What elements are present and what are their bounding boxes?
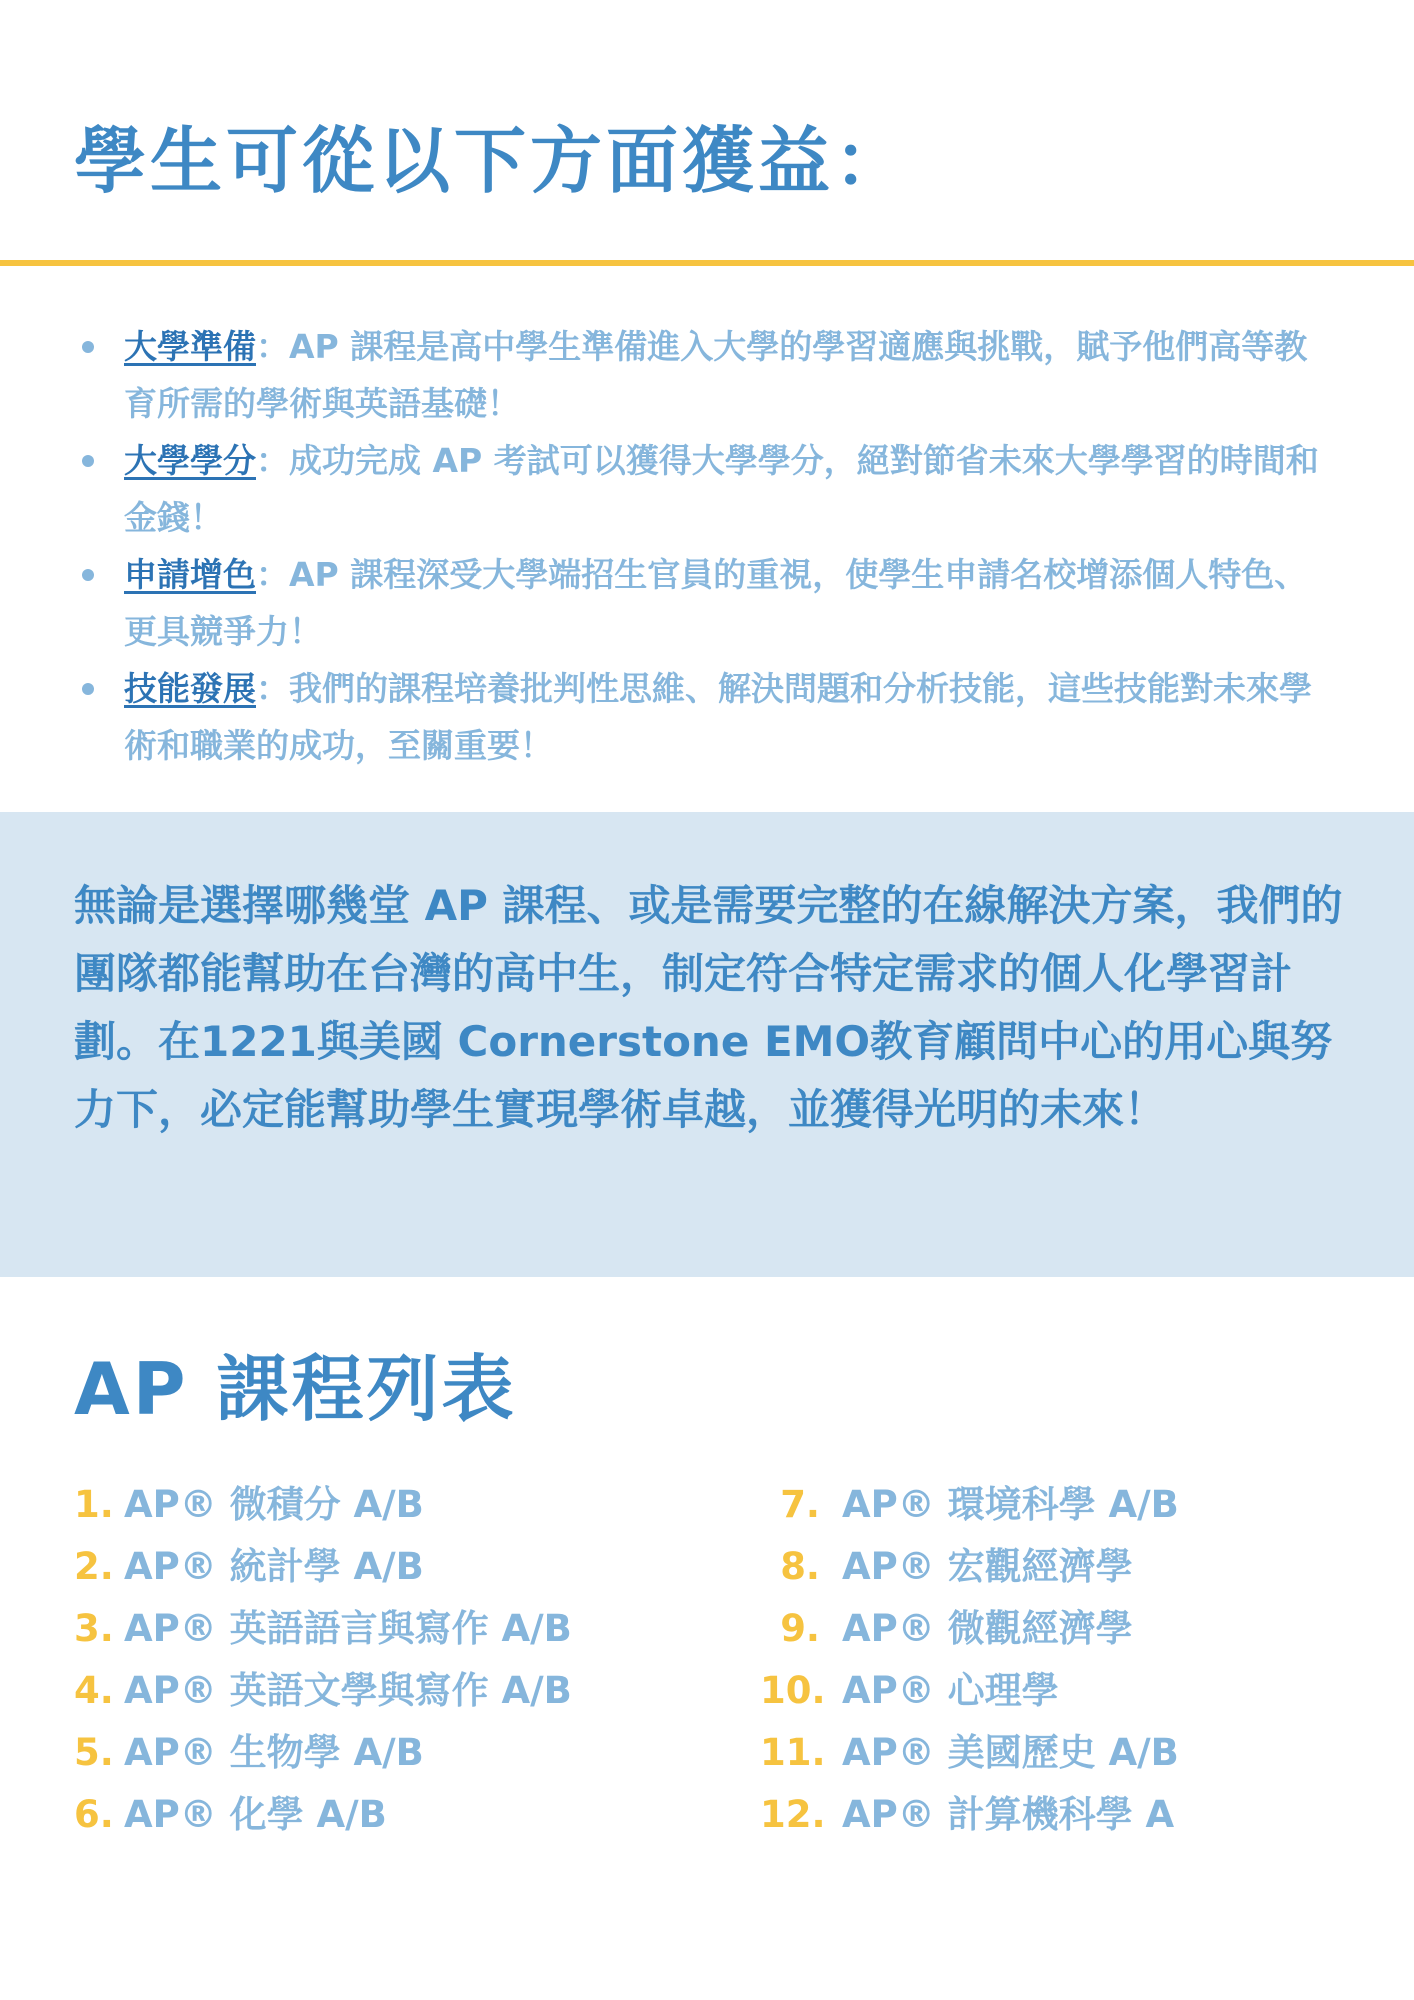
benefit-term: 技能發展 bbox=[124, 669, 256, 708]
course-number: 3. bbox=[74, 1607, 114, 1650]
course-name: AP® 微積分 A/B bbox=[124, 1483, 424, 1526]
benefit-item-application-boost bbox=[74, 546, 1334, 660]
benefit-term: 大學學分 bbox=[124, 441, 256, 480]
panel-text: 無論是選擇哪幾堂 AP 課程、或是需要完整的在線解決方案，我們的團隊都能幫助在台灣的高中生，制定符合特定需求的個人化學習計劃。在1221與美國 Cornerstone EMO教育顧問中心的用心與努力下，必定能幫助學生實現學術卓越，並獲得光明的未來！ bbox=[74, 881, 1343, 1134]
benefit-text: ：成功完成 AP 考試可以獲得大學學分，絕對節省未來大學學習的時間和金錢！ bbox=[124, 441, 1319, 537]
course-name: AP® 統計學 A/B bbox=[124, 1545, 424, 1588]
bullet-icon bbox=[82, 569, 94, 581]
page-title: 學生可從以下方面獲益： bbox=[74, 119, 911, 203]
course-list-title: AP 課程列表 bbox=[74, 1347, 517, 1431]
course-number: 5. bbox=[74, 1731, 114, 1774]
benefit-item-university-prep bbox=[74, 318, 1334, 432]
course-number: 10. bbox=[760, 1669, 826, 1712]
course-name: AP® 微觀經濟學 bbox=[842, 1607, 1133, 1650]
course-number: 11. bbox=[760, 1731, 826, 1774]
course-number: 4. bbox=[74, 1669, 114, 1712]
course-number: 1. bbox=[74, 1483, 114, 1526]
benefit-text: ：AP 課程深受大學端招生官員的重視，使學生申請名校增添個人特色、更具競爭力！ bbox=[124, 555, 1308, 651]
course-name: AP® 英語語言與寫作 A/B bbox=[124, 1607, 572, 1650]
benefit-item-college-credit bbox=[74, 432, 1334, 546]
highlight-panel bbox=[0, 812, 1414, 1277]
benefit-text: ：我們的課程培養批判性思維、解決問題和分析技能，這些技能對未來學術和職業的成功，至關重要！ bbox=[124, 669, 1312, 765]
bullet-icon bbox=[82, 683, 94, 695]
course-name: AP® 生物學 A/B bbox=[124, 1731, 424, 1774]
bullet-icon bbox=[82, 455, 94, 467]
course-name: AP® 化學 A/B bbox=[124, 1793, 387, 1836]
benefit-item-skill-development bbox=[74, 660, 1334, 774]
course-number: 12. bbox=[760, 1793, 826, 1836]
course-number: 8. bbox=[780, 1545, 820, 1588]
benefit-term: 大學準備 bbox=[124, 327, 256, 366]
benefits-list bbox=[74, 318, 1334, 774]
course-name: AP® 心理學 bbox=[842, 1669, 1059, 1712]
course-name: AP® 美國歷史 A/B bbox=[842, 1731, 1179, 1774]
yellow-divider bbox=[0, 260, 1414, 266]
course-name: AP® 環境科學 A/B bbox=[842, 1483, 1179, 1526]
course-name: AP® 宏觀經濟學 bbox=[842, 1545, 1133, 1588]
benefit-term: 申請增色 bbox=[124, 555, 256, 594]
bullet-icon bbox=[82, 341, 94, 353]
benefit-text: ：AP 課程是高中學生準備進入大學的學習適應與挑戰，賦予他們高等教育所需的學術與英語基礎！ bbox=[124, 327, 1308, 423]
course-name: AP® 計算機科學 A bbox=[842, 1793, 1175, 1836]
course-number: 9. bbox=[780, 1607, 820, 1650]
course-number: 2. bbox=[74, 1545, 114, 1588]
course-number: 6. bbox=[74, 1793, 114, 1836]
course-name: AP® 英語文學與寫作 A/B bbox=[124, 1669, 572, 1712]
course-number: 7. bbox=[780, 1483, 820, 1526]
